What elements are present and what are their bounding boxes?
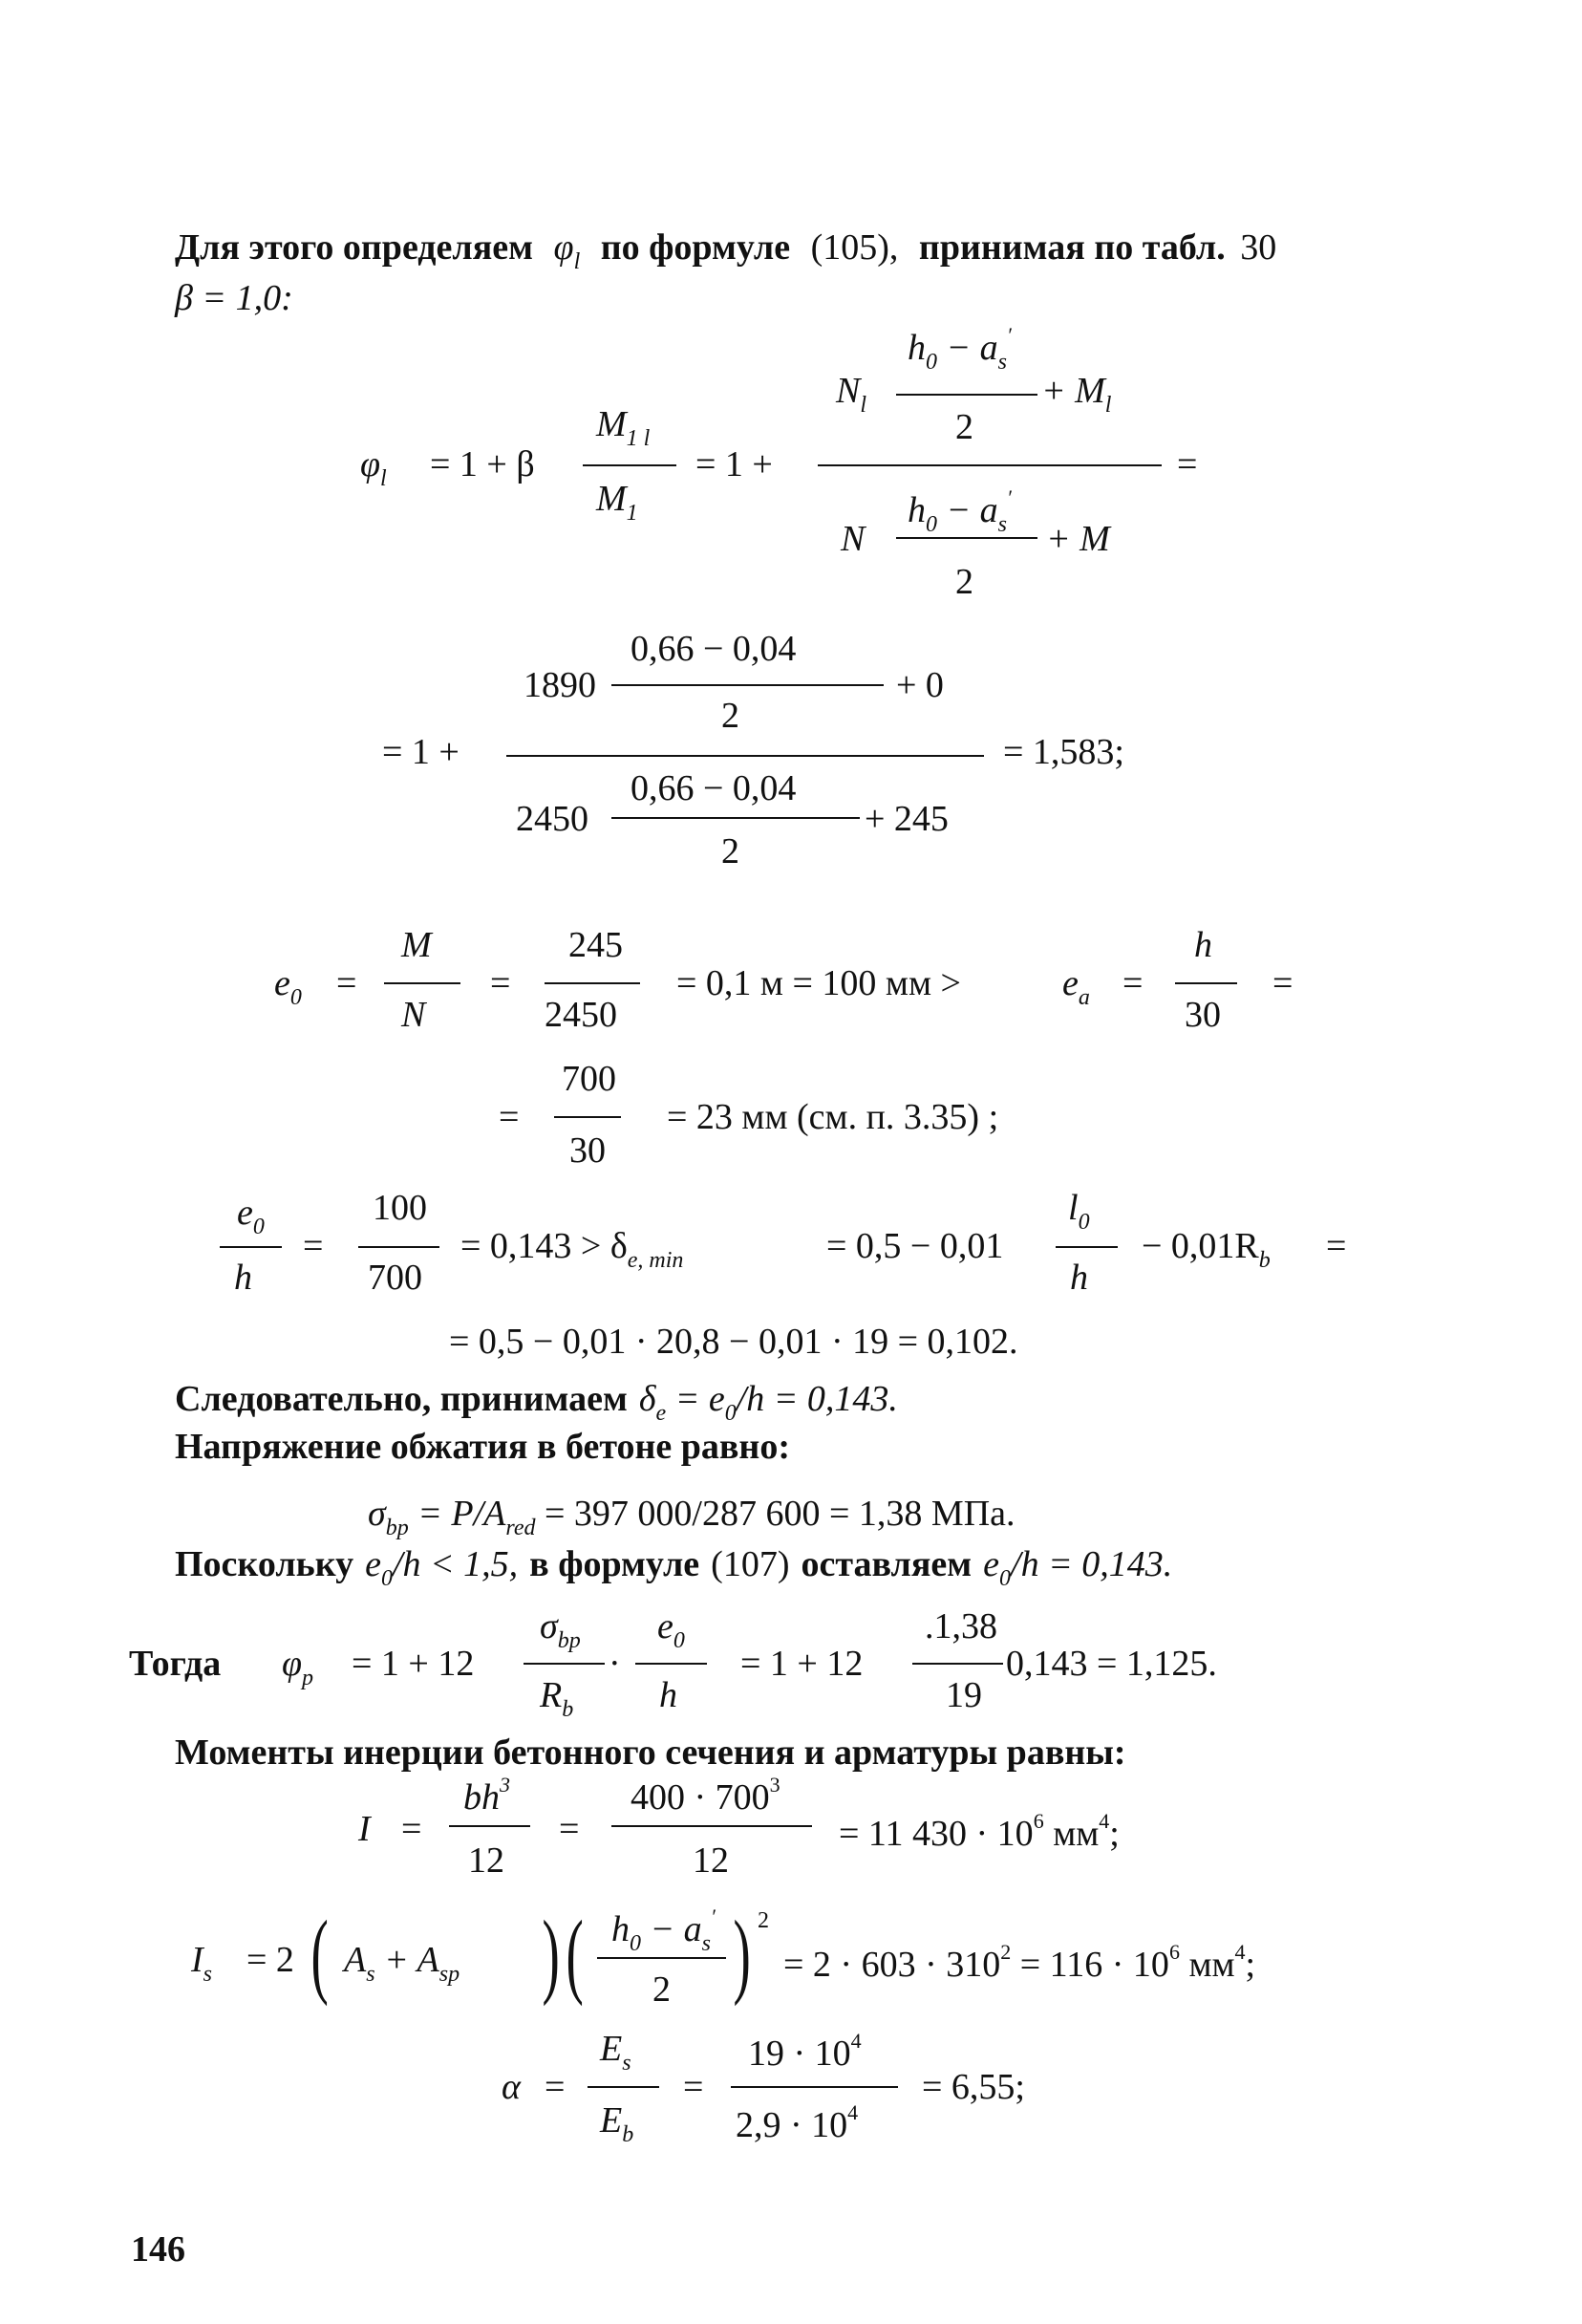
- eq-1-plus-beta: = 1 + β: [430, 444, 535, 484]
- then-word: Тогда: [129, 1644, 222, 1684]
- e0-value: = 0,1 м = 100 мм >: [676, 963, 961, 1003]
- h0-minus-as-top: $h_0 - a_s'$: [908, 323, 1012, 375]
- fraction-bar: [731, 2086, 898, 2088]
- n700: 700: [368, 1258, 422, 1298]
- frac-top: 0,66 − 0,04: [631, 768, 797, 808]
- intro-words-2: по формуле: [600, 227, 791, 268]
- h0-minus-as: $h_0 - a_s'$: [611, 1904, 716, 1956]
- two: 2: [955, 407, 973, 447]
- equals: =: [303, 1226, 324, 1266]
- right-paren: ): [733, 1901, 751, 2007]
- fraction-bar: [896, 537, 1037, 539]
- result-1583: = 1,583;: [1003, 732, 1124, 772]
- fraction-bar: [220, 1246, 282, 1248]
- eq-1-plus-12: = 1 + 12: [352, 1644, 475, 1684]
- phi-p-result: 0,143 = 1,125.: [1006, 1644, 1217, 1684]
- two: 2: [955, 562, 973, 602]
- plus-zero: + 0: [896, 665, 944, 705]
- plus-245: + 245: [865, 799, 949, 839]
- fraction-bar: [611, 817, 860, 819]
- e0-lhs: $e_0$: [274, 963, 302, 1010]
- Es: $E_s$: [600, 2029, 631, 2076]
- n19: 19: [946, 1675, 982, 1715]
- equals: =: [1272, 963, 1293, 1003]
- M: M: [401, 925, 432, 965]
- ea: $e_a$: [1062, 963, 1090, 1010]
- n12: 12: [468, 1840, 504, 1881]
- As-plus-Asp: $A_s + A_{sp}$: [344, 1940, 460, 1987]
- ea-value: = 23 мм (см. п. 3.35) ;: [667, 1097, 999, 1137]
- equals: =: [499, 1097, 520, 1137]
- text-stress-line: Напряжение обжатия в бетоне равно:: [175, 1427, 790, 1467]
- fraction-bar: [449, 1825, 530, 1827]
- beta-value: β = 1,0:: [175, 278, 293, 318]
- fraction-bar: [524, 1663, 605, 1665]
- fraction-bar: [384, 982, 460, 984]
- fraction-bar: [611, 1825, 812, 1827]
- equals: =: [1326, 1226, 1347, 1266]
- n1890: 1890: [524, 665, 596, 705]
- alpha: α: [502, 2067, 521, 2107]
- h: h: [659, 1675, 677, 1715]
- n700: 700: [562, 1059, 616, 1099]
- text-moments-line: Моменты инерции бетонного сечения и арматуры равны:: [175, 1732, 1126, 1773]
- M1l: $M_{1 l}$: [596, 404, 651, 451]
- fraction-bar: [588, 2086, 659, 2088]
- equals: =: [545, 2067, 566, 2107]
- eq-1-plus: = 1 +: [695, 444, 773, 484]
- eq-1-plus-12: = 1 + 12: [740, 1644, 864, 1684]
- alpha-result: = 6,55;: [922, 2067, 1025, 2107]
- equals: =: [401, 1809, 422, 1849]
- formula-ref: (105),: [810, 227, 899, 268]
- fraction-bar: [611, 684, 884, 686]
- fraction-bar: [912, 1663, 1003, 1665]
- N: N: [841, 519, 866, 559]
- N: N: [401, 995, 426, 1035]
- n12: 12: [693, 1840, 729, 1881]
- square-exponent: 2: [758, 1908, 769, 1933]
- intro-words: Для этого определяем: [175, 227, 534, 268]
- fraction-bar: [1175, 982, 1237, 984]
- e0: $e_0$: [657, 1606, 685, 1653]
- h: h: [1194, 925, 1212, 965]
- n100: 100: [373, 1188, 427, 1228]
- left-bracket: (: [310, 1901, 329, 2007]
- left-paren: (: [566, 1901, 584, 2007]
- h: h: [234, 1258, 252, 1298]
- sigma-bp-eq: $\sigma_{bp} = P/A_{red} = 397$ 000/287 600 = 1,38 МПа.: [368, 1494, 1015, 1540]
- phi-l-lhs: $\varphi_l$: [360, 444, 387, 491]
- intro-line: [175, 229, 1276, 273]
- minus-Rb: − $0,01R_b$: [1142, 1226, 1271, 1273]
- Nl: $N_l$: [836, 371, 867, 418]
- fraction-bar: [554, 1116, 621, 1118]
- e0: $e_0$: [237, 1193, 265, 1239]
- delta-min-expr: = 0,5 − 0,01: [826, 1226, 1004, 1266]
- main-fraction-bar: [506, 755, 984, 757]
- fraction-bar: [597, 1957, 726, 1959]
- two: 2: [721, 696, 739, 736]
- fraction-bar: [1056, 1246, 1118, 1248]
- equals: =: [336, 963, 357, 1003]
- page-number: 146: [131, 2229, 185, 2270]
- two: 2: [721, 831, 739, 872]
- eq-1-plus: = 1 +: [382, 732, 460, 772]
- intro-words-3: принимая по табл.: [918, 227, 1226, 268]
- equals: =: [1177, 444, 1198, 484]
- equals: =: [1122, 963, 1144, 1003]
- Is: $I_s$: [191, 1940, 212, 1987]
- sigma-bp: $\sigma_{bp}$: [540, 1606, 581, 1653]
- l0: $l_0$: [1068, 1188, 1090, 1235]
- phi-p: $\varphi_p$: [282, 1644, 314, 1690]
- right-bracket: ): [542, 1901, 560, 2007]
- n245: 245: [568, 925, 623, 965]
- phi-l-symbol: $\varphi_l$: [553, 227, 581, 274]
- I-result: = 11 $430 \cdot 10^6$ $мм^4$;: [839, 1809, 1120, 1854]
- two: 2: [652, 1969, 671, 2010]
- eq-2: = 2: [246, 1940, 294, 1980]
- Is-result: = $2 \cdot 603 \cdot 310^2 = 116 \cdot 10^6$ $мм^4$;: [783, 1940, 1256, 1985]
- fraction-bar: [358, 1246, 439, 1248]
- n2450: 2450: [516, 799, 588, 839]
- plus-M: + M: [1046, 519, 1110, 559]
- table-ref: 30: [1240, 227, 1277, 268]
- text-since-line: Поскольку $e_0/h < 1,5$, в формуле (107) оставляем $e_0/h = 0,143$.: [175, 1544, 1173, 1591]
- h: h: [1070, 1258, 1088, 1298]
- equals: =: [683, 2067, 704, 2107]
- delta-min-value: = 0,5 − 0,01 · 20,8 − 0,01 · 19 = 0,102.: [449, 1322, 1018, 1362]
- I: I: [358, 1809, 371, 1849]
- fraction-bar: [635, 1663, 707, 1665]
- alpha-top: $19 \cdot 10^4$: [748, 2029, 862, 2074]
- h0-minus-as-bottom: $h_0 - a_s'$: [908, 485, 1012, 537]
- fraction-bar: [896, 394, 1037, 396]
- n30: 30: [569, 1130, 606, 1171]
- dot: ·: [609, 1644, 621, 1684]
- Rb: $R_b$: [540, 1675, 574, 1722]
- I-top: $400 \cdot 700^3$: [631, 1773, 780, 1818]
- frac-top: 0,66 − 0,04: [631, 629, 797, 669]
- n30: 30: [1185, 995, 1221, 1035]
- M1: $M_1$: [596, 479, 638, 526]
- Eb: $E_b$: [600, 2100, 634, 2147]
- n138: .1,38: [925, 1606, 997, 1646]
- ratio-value: = $0,143 > \delta_{e, min}$: [460, 1226, 684, 1273]
- fraction-bar: [583, 464, 676, 466]
- plus-Ml: + $M_l$: [1041, 371, 1112, 418]
- bh3: $bh^3$: [463, 1773, 510, 1818]
- equals: =: [559, 1809, 580, 1849]
- main-fraction-bar: [818, 464, 1162, 466]
- alpha-bottom: $2,9 \cdot 10^4$: [736, 2100, 859, 2145]
- text-delta-line: Следовательно, принимаем $\delta_e = e_0/h = 0,143$.: [175, 1379, 898, 1426]
- n2450: 2450: [545, 995, 617, 1035]
- fraction-bar: [545, 982, 640, 984]
- equals: =: [490, 963, 511, 1003]
